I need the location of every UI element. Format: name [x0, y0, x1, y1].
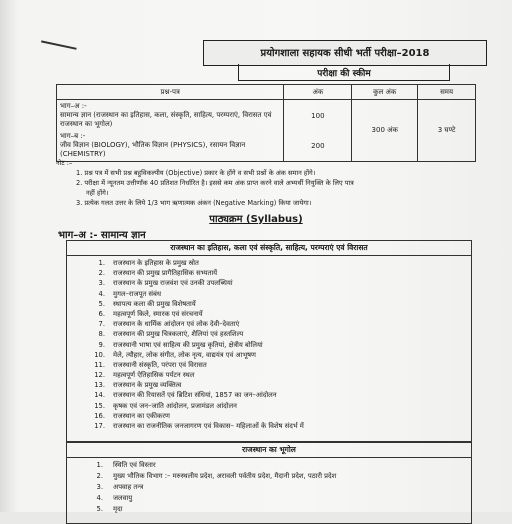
item-number: 2.: [98, 269, 105, 278]
part-b-marks: 200: [311, 141, 325, 150]
item-number: 17.: [94, 422, 105, 430]
history-section: [66, 240, 472, 442]
history-section-title: राजस्थान का इतिहास, कला एवं संस्कृति, साहित्य, परम्पराएं एवं विरासत: [67, 241, 471, 256]
item-number: 10.: [94, 350, 105, 359]
list-item: [67, 482, 471, 493]
item-text: जलवायु: [113, 494, 133, 502]
list-item: [67, 329, 471, 339]
item-text: राजस्थान के इतिहास के प्रमुख स्रोत: [113, 259, 199, 267]
item-number: 9.: [98, 340, 105, 349]
item-text: राजस्थान के प्रमुख राजवंश एवं उनकी उपलब्धियां: [113, 279, 233, 288]
item-number: 7.: [98, 320, 105, 329]
geography-topic-list: [67, 458, 471, 515]
item-text: महत्वपूर्ण ऐतिहासिक पर्यटन स्थल: [113, 371, 195, 380]
item-number: 16.: [94, 411, 105, 420]
item-number: 5.: [98, 299, 105, 308]
list-item: [67, 411, 471, 421]
list-item: [67, 340, 471, 350]
history-topic-list: [67, 256, 471, 431]
title-box: [203, 40, 487, 66]
header-time: समय: [418, 85, 476, 100]
list-item: [67, 309, 471, 319]
item-number: 3.: [98, 279, 105, 288]
item-number: 2.: [96, 472, 103, 480]
part-a-label: भाग–अ :-: [60, 102, 87, 110]
item-number: 6.: [98, 309, 105, 318]
header-marks: अंक: [284, 85, 352, 100]
scheme-heading: परीक्षा की स्कीम: [317, 69, 371, 79]
list-item: [67, 493, 471, 504]
subtitle-box: [238, 64, 450, 81]
document-title: प्रयोगशाला सहायक सीधी भर्ती परीक्षा–2018: [260, 48, 430, 59]
item-number: 13.: [94, 381, 105, 390]
list-item: [67, 289, 471, 299]
item-text: राजस्थान का एकीकरण: [113, 411, 170, 420]
item-text: राजस्थान की प्रमुख प्रागैतिहासिक सभ्यतायें: [113, 269, 218, 278]
item-text: राजस्थानी भाषा एवं साहित्य की प्रमुख कृतियां, क्षेत्रीय बोलियां: [113, 340, 263, 349]
note-item: 1. प्रश्न पत्र में सभी प्रश्न बहुविकल्पीय (Objective) प्रकार के होंगे व सभी प्रश्नों के अंक समान होंगे।: [76, 169, 316, 177]
header-total: कुल अंक: [352, 85, 418, 100]
part-a-text: सामान्य ज्ञान (राजस्थान का इतिहास, कला, संस्कृति, साहित्य, परम्पराएं, विरासत एवं राजस्थान का भूगोल): [60, 111, 272, 128]
part-a-marks: 100: [311, 111, 325, 120]
list-item: [67, 421, 471, 431]
item-text: कृषक एवं जन–जाति आंदोलन, प्रजामंडल आंदोलन: [113, 401, 237, 410]
list-item: [67, 471, 471, 482]
paper-cell: [57, 100, 284, 162]
item-number: 1.: [96, 461, 103, 469]
list-item: [67, 258, 471, 268]
item-text: मेले, त्यौहार, लोक संगीत, लोक नृत्य, वाद्ययंत्र एवं आभूषण: [113, 350, 256, 359]
item-text: राजस्थान का राजनीतिक जनजागरण एवं विकास– महिलाओं के विशेष संदर्भ में: [113, 422, 304, 430]
item-number: 15.: [94, 401, 105, 410]
item-text: राजस्थान की रियासतें एवं ब्रिटिश संधियां, 1857 का जन–आंदोलन: [113, 391, 277, 400]
part-a-heading: भाग–अ :- सामान्य ज्ञान: [58, 230, 146, 241]
note-label: नोट :–: [56, 159, 73, 167]
item-text: मुख्य भौतिक विभाग :– मरुस्थलीय प्रदेश, अरावली पर्वतीय प्रदेश, मैदानी प्रदेश, पठारी प्रदेश: [113, 472, 337, 480]
note-list: [76, 168, 476, 208]
syllabus-heading: पाठ्यक्रम (Syllabus): [209, 214, 303, 225]
scan-mark: [39, 40, 76, 57]
time-cell: 3 घण्टे: [418, 100, 476, 162]
part-b-label: भाग–ब :-: [60, 132, 86, 140]
list-item: [67, 319, 471, 329]
item-text: राजस्थान के धार्मिक आंदोलन एवं लोक देवी–देवताएं: [113, 320, 240, 329]
part-b-text: जीव विज्ञान (BIOLOGY), भौतिक विज्ञान (PHYSICS), रसायन विज्ञान (CHEMISTRY): [60, 141, 246, 158]
list-item: [67, 299, 471, 309]
item-text: महत्वपूर्ण किले, स्मारक एवं संरचनायें: [113, 309, 203, 318]
item-number: 4.: [98, 289, 105, 298]
list-item: [67, 401, 471, 411]
marks-cell: [284, 100, 352, 162]
geography-section-title: राजस्थान का भूगोल: [67, 443, 471, 458]
list-item: [67, 268, 471, 278]
item-number: 8.: [98, 330, 105, 339]
scheme-table: [56, 84, 476, 162]
item-number: 3.: [96, 483, 103, 491]
item-number: 1.: [98, 259, 105, 267]
list-item: [67, 504, 471, 515]
scheme-body-row: [57, 100, 476, 162]
item-number: 11.: [94, 360, 105, 369]
item-text: राजस्थान की प्रमुख चित्रकलाएं, शैलियां एवं हस्तशिल्प: [113, 330, 244, 339]
item-text: मृदा: [113, 505, 123, 513]
scheme-header-row: [57, 85, 476, 100]
header-paper: प्रश्न-पत्र: [57, 85, 284, 100]
item-text: मुगल–राजपूत संबंध: [113, 289, 162, 298]
list-item: [67, 370, 471, 380]
item-text: राजस्थान के प्रमुख व्यक्तित्व: [113, 381, 182, 390]
list-item: [67, 390, 471, 400]
item-number: 14.: [94, 391, 105, 400]
note-item: 2. परीक्षा में न्यूनतम उत्तीर्णांक 40 प्रतिशत निर्धारित है। इससे कम अंक प्राप्त करने वाले अभ्यर्थी नियुक्ति के लिए पात्र: [76, 179, 354, 187]
item-text: स्थिति एवं विस्तार: [113, 461, 156, 469]
item-number: 12.: [94, 371, 105, 380]
item-number: 4.: [96, 494, 103, 502]
total-marks: 300 अंक: [352, 100, 418, 162]
item-text: अपवाह तन्त्र: [113, 483, 144, 491]
list-item: [67, 278, 471, 288]
list-item: [67, 360, 471, 370]
note-item: 3. प्रत्येक गलत उत्तर के लिये 1/3 भाग ऋणात्मक अंकन (Negative Marking) किया जायेगा।: [76, 199, 312, 207]
item-text: राजस्थानी संस्कृति, परंपरा एवं विरासत: [113, 360, 207, 369]
item-number: 5.: [96, 505, 103, 513]
list-item: [67, 380, 471, 390]
item-text: स्थापत्य कला की प्रमुख विशेषतायें: [113, 299, 196, 308]
list-item: [67, 460, 471, 471]
note-item: नहीं होंगे।: [86, 189, 109, 197]
list-item: [67, 350, 471, 360]
